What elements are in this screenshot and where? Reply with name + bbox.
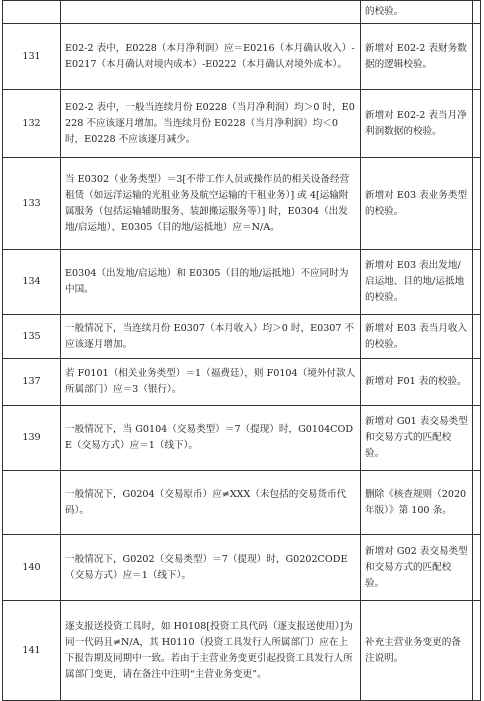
rule-note: 的校验。 <box>361 1 473 24</box>
rule-description: 若 F0101（相关业务类型）＝1（福费廷），则 F0104（境外付款人所属部门）应＝3（银行）。 <box>61 359 361 406</box>
table-row <box>3 90 481 158</box>
rule-description: E02-2 表中，一般当连续月份 E0228（当月净利润）均＞0 时，E0228 不应该逐月增加。当连续月份 E0228（当月净利润）均＜0 时，E0228 不应该逐月减少。 <box>61 90 361 158</box>
table-edge <box>473 250 481 315</box>
rule-description: E0304（出发地/启运地）和 E0305（目的地/运抵地）不应同时为中国。 <box>61 250 361 315</box>
table-edge <box>473 601 481 701</box>
table-edge <box>473 158 481 250</box>
rule-description: 一般情况下，G0202（交易类型）＝7（提现）时，G0202CODE（交易方式）应＝1（线下）。 <box>61 535 361 601</box>
table-row <box>3 158 481 250</box>
row-number: 132 <box>3 90 61 158</box>
row-number <box>3 471 61 535</box>
rule-description: 一般情况下，当 G0104（交易类型）＝7（提现）时，G0104CODE（交易方式）应＝1（线下）。 <box>61 406 361 471</box>
rule-note: 新增对 F01 表的校验。 <box>361 359 473 406</box>
row-number: 141 <box>3 601 61 701</box>
rule-description: 一般情况下，当连续月份 E0307（本月收入）均＞0 时，E0307 不应该逐月增加。 <box>61 315 361 359</box>
rule-note: 新增对 G02 表交易类型和交易方式的匹配校验。 <box>361 535 473 601</box>
rules-table <box>2 0 481 701</box>
rule-description: 当 E0302（业务类型）＝3[不带工作人员或操作员的相关设备经营租赁（如远洋运输的光租业务及航空运输的干租业务）] 或 4[运输附属服务（包括运输辅助服务、装卸搬运服务等）] 时，E0304（出发地/启运地）、E0305（目的地/运抵地）应＝N/A。 <box>61 158 361 250</box>
rule-description: 逐支报送投资工具时，如 H0108[投资工具代码（逐支报送使用）]为同一代码且≠N/A，其 H0110（投资工具发行人所属部门）应在上下报告期及同期中一致。若由于主营业务变更引起投资工具发行人所属部门变更，请在备注中注明“主营业务变更”。 <box>61 601 361 701</box>
table-row <box>3 535 481 601</box>
table-edge <box>473 471 481 535</box>
rule-description: E02-2 表中，E0228（本月净利润）应＝E0216（本月确认收入）-E0217（本月确认对境内成本）-E0222（本月确认对境外成本）。 <box>61 24 361 90</box>
rule-note: 新增对 E03 表业务类型的校验。 <box>361 158 473 250</box>
row-number: 133 <box>3 158 61 250</box>
row-number <box>3 1 61 24</box>
rule-note: 补充主营业务变更的备注说明。 <box>361 601 473 701</box>
table-row <box>3 1 481 24</box>
rule-note: 新增对 E03 表出发地/启运地、目的地/运抵地的校验。 <box>361 250 473 315</box>
table-edge <box>473 359 481 406</box>
rule-note: 新增对 E02-2 表当月净利润数据的校验。 <box>361 90 473 158</box>
table-edge <box>473 535 481 601</box>
table-edge <box>473 90 481 158</box>
table-edge <box>473 406 481 471</box>
table-row <box>3 601 481 701</box>
rule-note: 删除《核查规则（2020 年版）》第 100 条。 <box>361 471 473 535</box>
rule-note: 新增对 E02-2 表财务数据的逻辑校验。 <box>361 24 473 90</box>
rule-description: 一般情况下，G0204（交易原币）应≠XXX（未包括的交易货币代码）。 <box>61 471 361 535</box>
table-row <box>3 471 481 535</box>
table-row <box>3 315 481 359</box>
table-edge <box>473 24 481 90</box>
rule-description <box>61 1 361 24</box>
table-row <box>3 359 481 406</box>
row-number: 140 <box>3 535 61 601</box>
table-row <box>3 406 481 471</box>
table-row <box>3 250 481 315</box>
row-number: 139 <box>3 406 61 471</box>
table-row <box>3 24 481 90</box>
row-number: 131 <box>3 24 61 90</box>
rule-note: 新增对 G01 表交易类型和交易方式的匹配校验。 <box>361 406 473 471</box>
row-number: 137 <box>3 359 61 406</box>
rule-note: 新增对 E03 表当月收入的校验。 <box>361 315 473 359</box>
row-number: 134 <box>3 250 61 315</box>
row-number: 135 <box>3 315 61 359</box>
table-edge <box>473 1 481 24</box>
table-edge <box>473 315 481 359</box>
